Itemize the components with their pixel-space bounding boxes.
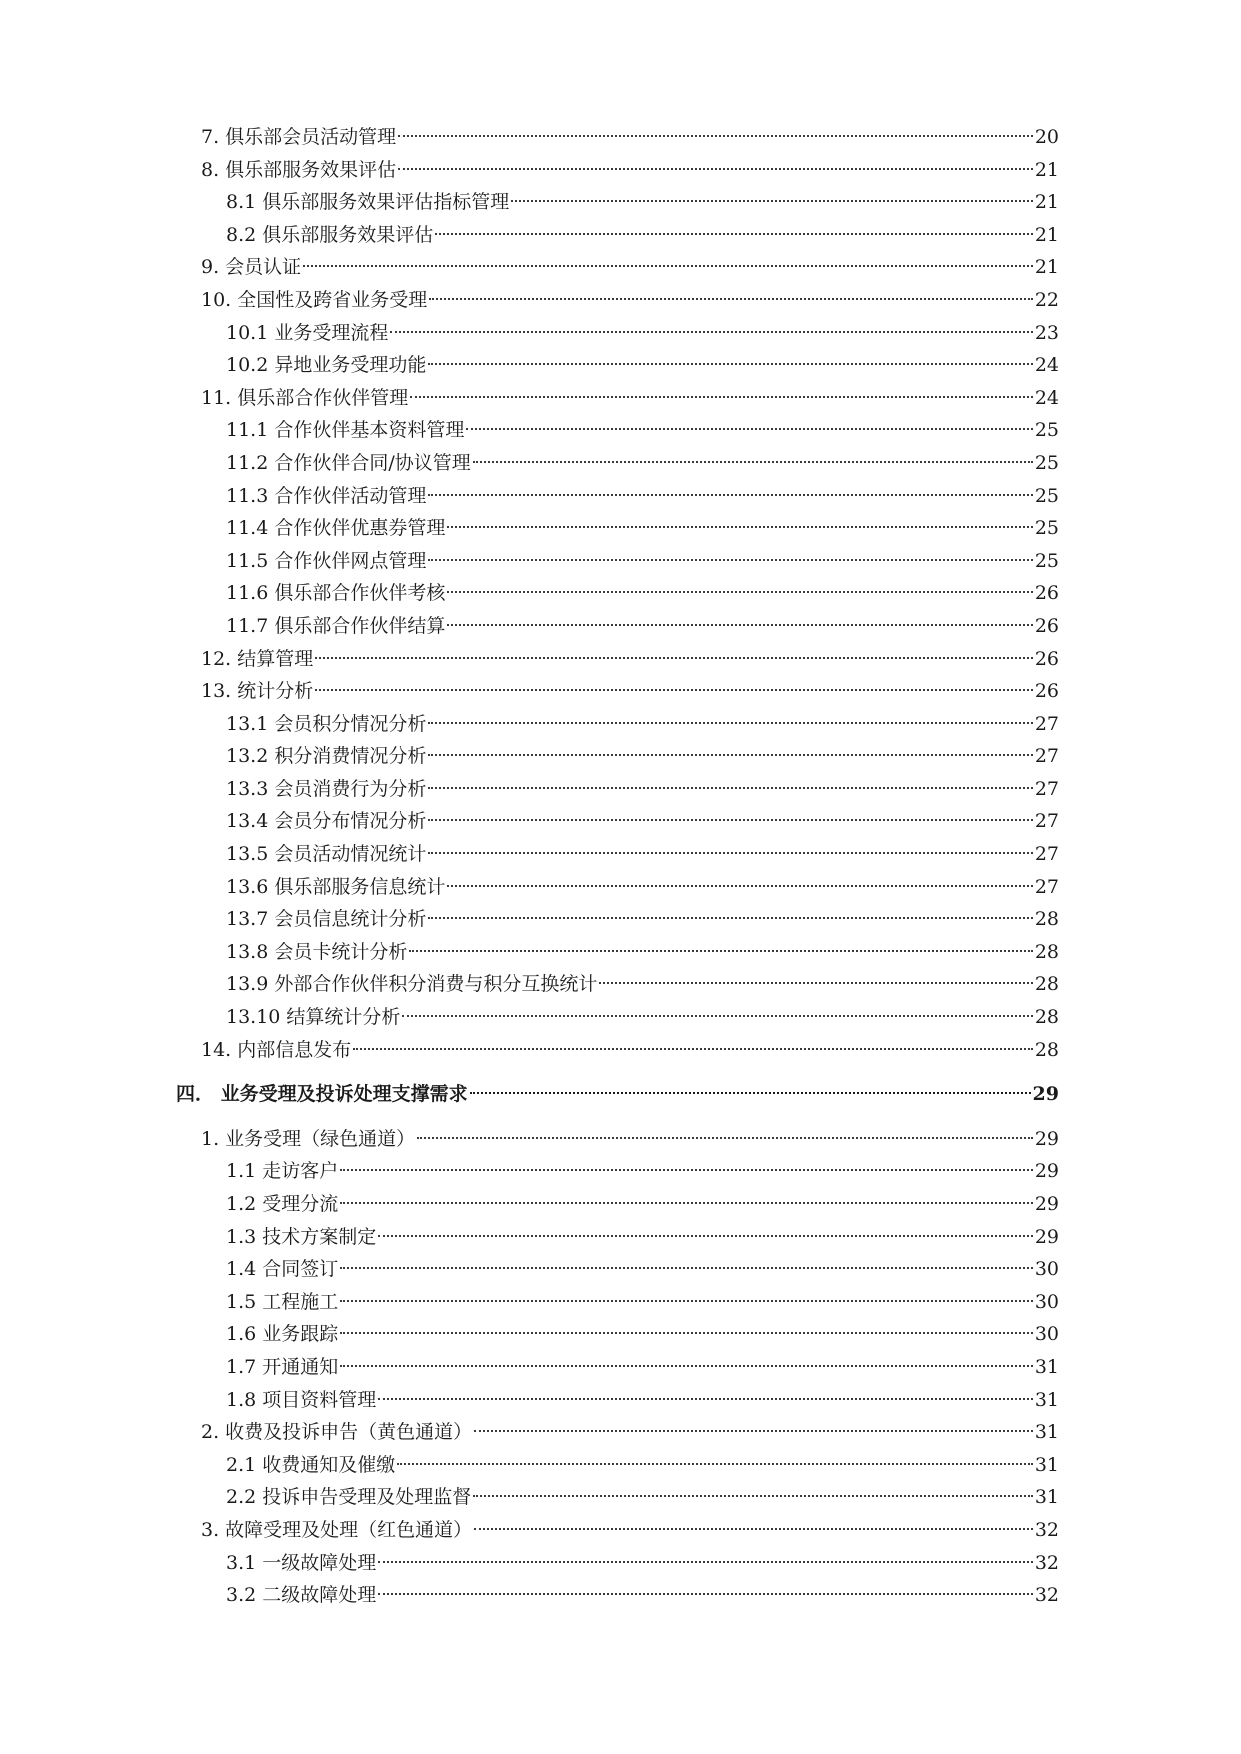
toc-page-number: 23 (1034, 321, 1059, 344)
toc-entry-title: 8.2 俱乐部服务效果评估 (226, 223, 434, 246)
toc-entry-title: 1.2 受理分流 (226, 1193, 339, 1215)
toc-page-number: 29 (1034, 1160, 1059, 1183)
toc-chapter-heading[interactable] (176, 1078, 1059, 1111)
dot-leader (402, 1015, 1032, 1017)
toc-page-number: 22 (1034, 288, 1059, 311)
toc-entry-title: 11. 俱乐部合作伙伴管理 (201, 386, 409, 409)
toc-entry-title: 2.2 投诉申告受理及处理监督 (226, 1486, 472, 1509)
toc-entry-title: 13.2 积分消费情况分析 (226, 745, 427, 768)
toc-entry[interactable] (201, 284, 1059, 317)
toc-page-number: 27 (1034, 810, 1059, 833)
dot-leader (409, 950, 1032, 952)
toc-page-number: 30 (1034, 1258, 1059, 1281)
dot-leader (340, 1300, 1033, 1302)
toc-entry-title: 1. 业务受理（绿色通道） (201, 1127, 416, 1150)
toc-page-number: 28 (1034, 1038, 1059, 1061)
toc-entry[interactable] (226, 1001, 1059, 1034)
dot-leader (473, 461, 1033, 463)
toc-page-number: 26 (1034, 647, 1059, 670)
toc-page-number: 21 (1034, 223, 1059, 246)
dot-leader (303, 265, 1033, 267)
toc-entry-title: 2. 收费及投诉申告（黄色通道） (201, 1421, 473, 1444)
dot-leader (378, 1398, 1033, 1400)
toc-entry[interactable] (226, 1547, 1059, 1580)
toc-entry-title: 1.8 项目资料管理 (226, 1388, 377, 1411)
toc-entry[interactable] (226, 708, 1059, 741)
dot-leader (340, 1169, 1033, 1171)
toc-entry[interactable] (201, 675, 1059, 708)
toc-entry-title: 2.1 收费通知及催缴 (226, 1453, 396, 1476)
toc-page-number: 30 (1034, 1323, 1059, 1346)
toc-page-number: 31 (1034, 1355, 1059, 1378)
dot-leader (428, 363, 1032, 365)
toc-entry[interactable] (226, 447, 1059, 480)
toc-page-number: 20 (1034, 126, 1059, 148)
toc-entry-title: 11.3 合作伙伴活动管理 (226, 484, 427, 507)
toc-entry[interactable] (201, 251, 1059, 284)
toc-entry[interactable] (201, 1123, 1059, 1156)
toc-page-number: 27 (1034, 875, 1059, 898)
toc-entry-title: 11.4 合作伙伴优惠券管理 (226, 517, 446, 540)
toc-entry[interactable] (226, 1221, 1059, 1254)
toc-entry[interactable] (226, 1286, 1059, 1319)
toc-entry[interactable] (201, 1514, 1059, 1547)
toc-entry[interactable] (226, 740, 1059, 773)
toc-page-number: 25 (1034, 517, 1059, 540)
dot-leader (428, 819, 1032, 821)
toc-entry[interactable] (201, 121, 1059, 154)
toc-page-number: 31 (1034, 1421, 1059, 1444)
toc-entry[interactable] (226, 1449, 1059, 1482)
dot-leader (428, 852, 1032, 854)
dot-leader (599, 982, 1032, 984)
toc-page-number: 32 (1034, 1584, 1059, 1607)
toc-entry[interactable] (201, 643, 1059, 676)
toc-entry-title: 1.6 业务跟踪 (226, 1323, 339, 1346)
toc-entry-title: 12. 结算管理 (201, 647, 314, 670)
dot-leader (353, 1048, 1033, 1050)
toc-entry-title: 10.1 业务受理流程 (226, 321, 389, 344)
dot-leader (378, 1235, 1033, 1237)
toc-entry-title: 13.5 会员活动情况统计 (226, 843, 427, 866)
toc-entry[interactable] (226, 1318, 1059, 1351)
toc-page-number: 29 (1034, 1225, 1059, 1248)
toc-entry-title: 13.3 会员消费行为分析 (226, 777, 427, 800)
dot-leader (429, 298, 1033, 300)
toc-entry-title: 9. 会员认证 (201, 256, 302, 279)
dot-leader (435, 233, 1033, 235)
toc-page-number: 25 (1034, 549, 1059, 572)
toc-entry[interactable] (226, 773, 1059, 806)
toc-entry[interactable] (226, 317, 1059, 350)
toc-entry-title: 1.3 技术方案制定 (226, 1225, 377, 1248)
toc-entry[interactable] (201, 1034, 1059, 1067)
toc-entry-title: 7. 俱乐部会员活动管理 (201, 126, 397, 148)
toc-page-number: 31 (1034, 1388, 1059, 1411)
toc-entry[interactable] (226, 936, 1059, 969)
dot-leader (340, 1267, 1033, 1269)
dot-leader (466, 428, 1032, 430)
dot-leader (340, 1202, 1033, 1204)
dot-leader (340, 1365, 1033, 1367)
toc-page-number: 27 (1034, 712, 1059, 735)
toc-entry-title: 1.4 合同签订 (226, 1258, 339, 1281)
toc-entry-title: 11.1 合作伙伴基本资料管理 (226, 419, 465, 442)
toc-entry[interactable] (226, 545, 1059, 578)
toc-entry[interactable] (226, 968, 1059, 1001)
toc-page-number: 25 (1034, 484, 1059, 507)
toc-entry[interactable] (201, 1416, 1059, 1449)
toc-page-number: 26 (1034, 582, 1059, 605)
toc-page-number: 29 (1034, 1193, 1059, 1215)
toc-entry-title: 3. 故障受理及处理（红色通道） (201, 1518, 473, 1541)
toc-entry-title: 14. 内部信息发布 (201, 1038, 352, 1061)
toc-page-number: 29 (1034, 1127, 1059, 1150)
toc-entry-title: 11.7 俱乐部合作伙伴结算 (226, 614, 446, 637)
toc-page-number: 21 (1034, 191, 1059, 214)
dot-leader (447, 591, 1032, 593)
toc-entry[interactable] (226, 610, 1059, 643)
toc-entry[interactable] (226, 219, 1059, 252)
toc-page-number: 27 (1034, 745, 1059, 768)
dot-leader (447, 885, 1032, 887)
dot-leader (474, 1430, 1033, 1432)
toc-page-number: 28 (1034, 1006, 1059, 1029)
toc-entry-title: 8. 俱乐部服务效果评估 (201, 158, 397, 181)
toc-entry-title: 13.4 会员分布情况分析 (226, 810, 427, 833)
toc-entry[interactable] (201, 154, 1059, 187)
toc-page-number: 26 (1034, 614, 1059, 637)
toc-page-number: 28 (1034, 908, 1059, 931)
toc-page-number: 32 (1034, 1518, 1059, 1541)
toc-entry[interactable] (226, 186, 1059, 219)
toc-page-number: 25 (1034, 419, 1059, 442)
toc-page-number: 24 (1034, 354, 1059, 377)
toc-entry-title: 13. 统计分析 (201, 680, 314, 703)
toc-page-number: 21 (1034, 256, 1059, 279)
dot-leader (428, 754, 1032, 756)
toc-page-number: 21 (1034, 158, 1059, 181)
toc-entry-title: 11.5 合作伙伴网点管理 (226, 549, 427, 572)
toc-entry[interactable] (226, 480, 1059, 513)
dot-leader (447, 526, 1032, 528)
toc-entry-title: 13.8 会员卡统计分析 (226, 940, 408, 963)
toc-page-number: 28 (1034, 973, 1059, 996)
toc-entry[interactable] (226, 1253, 1059, 1286)
dot-leader (378, 1561, 1033, 1563)
dot-leader (511, 200, 1033, 202)
dot-leader (390, 331, 1032, 333)
toc-entry-title: 11.6 俱乐部合作伙伴考核 (226, 582, 446, 605)
table-of-contents (0, 121, 1241, 1612)
dot-leader (398, 168, 1033, 170)
toc-entry[interactable] (226, 871, 1059, 904)
toc-entry[interactable] (226, 1384, 1059, 1417)
toc-entry[interactable] (226, 1155, 1059, 1188)
dot-leader (428, 787, 1032, 789)
toc-entry-title: 3.2 二级故障处理 (226, 1584, 377, 1607)
toc-page-number: 31 (1034, 1453, 1059, 1476)
dot-leader (428, 722, 1032, 724)
dot-leader (473, 1495, 1033, 1497)
dot-leader (315, 657, 1033, 659)
dot-leader (428, 559, 1032, 561)
toc-entry-title: 8.1 俱乐部服务效果评估指标管理 (226, 191, 510, 214)
toc-entry-title: 13.9 外部合作伙伴积分消费与积分互换统计 (226, 973, 598, 996)
toc-entry-title: 1.7 开通通知 (226, 1355, 339, 1378)
dot-leader (378, 1593, 1033, 1595)
dot-leader (340, 1332, 1033, 1334)
dot-leader (447, 624, 1032, 626)
toc-entry-title: 13.1 会员积分情况分析 (226, 712, 427, 735)
toc-entry-title: 1.1 走访客户 (226, 1160, 339, 1183)
toc-entry[interactable] (226, 1579, 1059, 1612)
toc-entry[interactable] (226, 414, 1059, 447)
toc-page-number: 25 (1034, 451, 1059, 474)
toc-page-number: 27 (1034, 843, 1059, 866)
toc-page-number: 28 (1034, 940, 1059, 963)
dot-leader (474, 1528, 1033, 1530)
toc-entry-title: 1.5 工程施工 (226, 1290, 339, 1313)
toc-entry[interactable] (226, 1351, 1059, 1384)
toc-page-number: 30 (1034, 1290, 1059, 1313)
dot-leader (410, 396, 1033, 398)
toc-entry[interactable] (226, 903, 1059, 936)
toc-entry-title: 13.7 会员信息统计分析 (226, 908, 427, 931)
toc-entry-title: 10.2 异地业务受理功能 (226, 354, 427, 377)
toc-entry[interactable] (201, 382, 1059, 415)
toc-page-number: 26 (1034, 680, 1059, 703)
toc-entry-title: 13.6 俱乐部服务信息统计 (226, 875, 446, 898)
dot-leader (397, 1463, 1033, 1465)
toc-entry[interactable] (226, 1188, 1059, 1221)
dot-leader (428, 917, 1032, 919)
toc-entry[interactable] (226, 1481, 1059, 1514)
toc-page-number: 27 (1034, 777, 1059, 800)
toc-entry-title: 四． 业务受理及投诉处理支撑需求 (176, 1083, 468, 1106)
toc-entry[interactable] (226, 577, 1059, 610)
toc-entry[interactable] (226, 512, 1059, 545)
toc-entry[interactable] (226, 805, 1059, 838)
dot-leader (417, 1137, 1033, 1139)
dot-leader (428, 494, 1032, 496)
toc-page-number: 32 (1034, 1551, 1059, 1574)
toc-entry[interactable] (226, 349, 1059, 382)
toc-entry[interactable] (226, 838, 1059, 871)
dot-leader (315, 689, 1033, 691)
toc-entry-title: 10. 全国性及跨省业务受理 (201, 288, 428, 311)
toc-page-number: 31 (1034, 1486, 1059, 1509)
dot-leader (470, 1092, 1031, 1094)
toc-entry-title: 11.2 合作伙伴合同/协议管理 (226, 451, 471, 474)
toc-entry-title: 3.1 一级故障处理 (226, 1551, 377, 1574)
toc-page-number: 24 (1034, 386, 1059, 409)
toc-page-number: 29 (1032, 1083, 1059, 1106)
dot-leader (398, 135, 1033, 137)
toc-entry-title: 13.10 结算统计分析 (226, 1006, 401, 1029)
